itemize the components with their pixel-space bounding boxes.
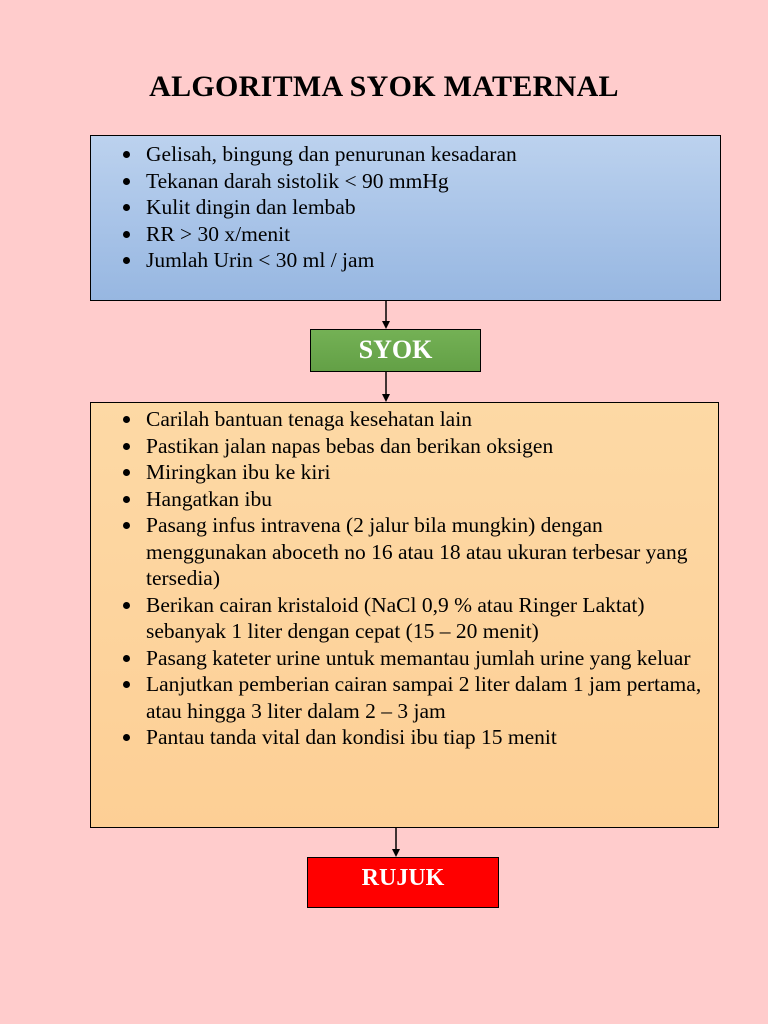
actions-list [91, 406, 718, 751]
sign-item: Kulit dingin dan lembab [91, 194, 720, 221]
signs-list [91, 141, 720, 274]
sign-item: RR > 30 x/menit [91, 221, 720, 248]
action-item: Pastikan jalan napas bebas dan berikan oksigen [91, 433, 718, 460]
action-item: Pasang infus intravena (2 jalur bila mungkin) dengan menggunakan aboceth no 16 atau 18 atau ukuran terbesar yang tersedia) [91, 512, 718, 592]
signs-box [90, 135, 721, 301]
action-item: Pantau tanda vital dan kondisi ibu tiap 15 menit [91, 724, 718, 751]
rujuk-box: RUJUK [307, 857, 499, 908]
action-item: Lanjutkan pemberian cairan sampai 2 liter dalam 1 jam pertama, atau hingga 3 liter dalam 2 – 3 jam [91, 671, 718, 724]
sign-item: Tekanan darah sistolik < 90 mmHg [91, 168, 720, 195]
action-item: Miringkan ibu ke kiri [91, 459, 718, 486]
sign-item: Jumlah Urin < 30 ml / jam [91, 247, 720, 274]
actions-box [90, 402, 719, 828]
sign-item: Gelisah, bingung dan penurunan kesadaran [91, 141, 720, 168]
page-title: ALGORITMA SYOK MATERNAL [149, 70, 619, 103]
action-item: Hangatkan ibu [91, 486, 718, 513]
syok-box: SYOK [310, 329, 481, 372]
action-item: Carilah bantuan tenaga kesehatan lain [91, 406, 718, 433]
action-item: Pasang kateter urine untuk memantau jumlah urine yang keluar [91, 645, 718, 672]
action-item: Berikan cairan kristaloid (NaCl 0,9 % atau Ringer Laktat) sebanyak 1 liter dengan cepat (15 – 20 menit) [91, 592, 718, 645]
